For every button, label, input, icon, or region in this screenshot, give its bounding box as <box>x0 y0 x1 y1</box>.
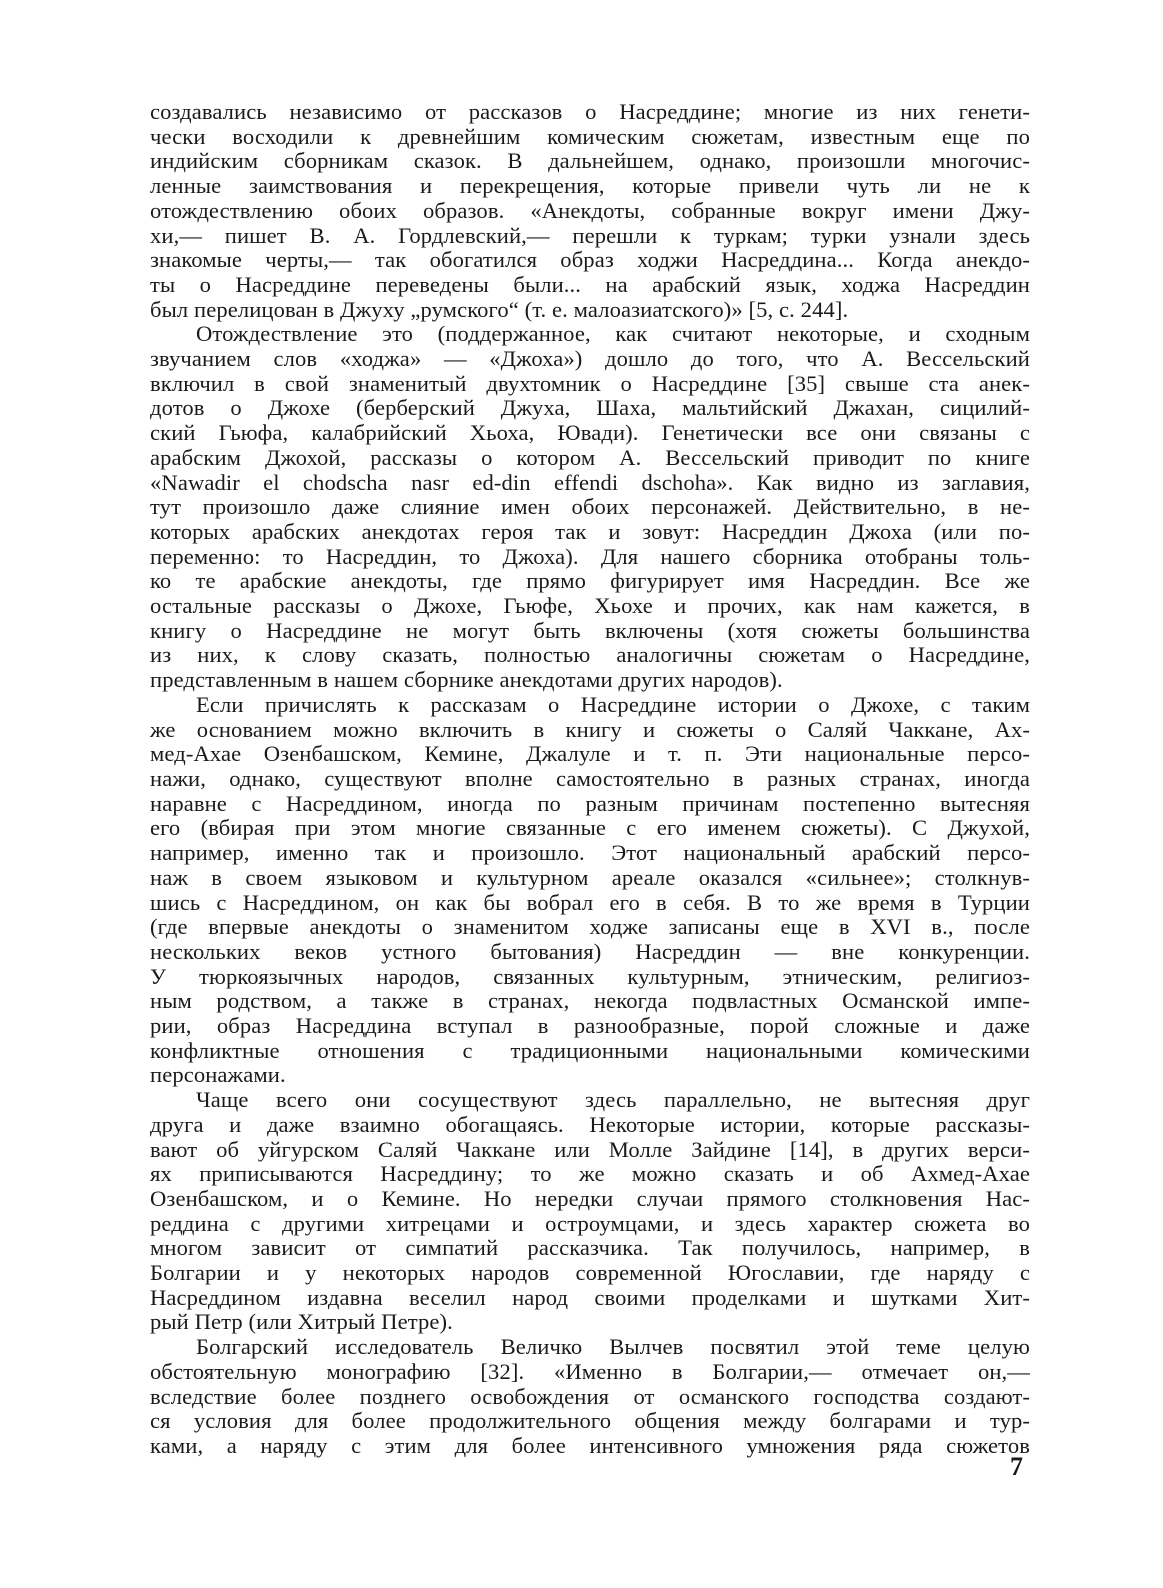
text-line: переменно: то Насреддин, то Джоха). Для нашего сборника отобраны толь- <box>150 543 1030 569</box>
text-line: чески восходили к древнейшим комическим сюжетам, известным еще по <box>150 123 1030 149</box>
text-line: ленные заимствования и перекрещения, которые привели чуть ли не к <box>150 173 1030 199</box>
text-line: его (вбирая при этом многие связанные с его именем сюжеты). С Джухой, <box>150 815 1030 841</box>
text-line: отождествлению обоих образов. «Анекдоты, собранные вокруг имени Джу- <box>150 197 1030 223</box>
text-line: Насреддином издавна веселил народ своими проделками и шутками Хит- <box>150 1284 1030 1310</box>
text-line: вследствие более позднего освобождения от османского господства создают- <box>150 1383 1030 1409</box>
text-line: книгу о Насреддине не могут быть включены (хотя сюжеты большинства <box>150 617 1030 643</box>
text-line: многом зависит от симпатий рассказчика. Так получилось, например, в <box>150 1235 1030 1261</box>
paragraph-2 <box>150 322 1030 693</box>
paragraph-4 <box>150 1088 1030 1335</box>
text-line: ками, а наряду с этим для более интенсивного умножения ряда сюжетов <box>150 1432 1030 1458</box>
text-line: звучанием слов «ходжа» — «Джоха») дошло до того, что А. Вессельский <box>150 346 1030 372</box>
text-line: хи,— пишет В. А. Гордлевский,— перешли к туркам; турки узнали здесь <box>150 222 1030 248</box>
paragraph-3 <box>150 693 1030 1088</box>
paragraph-1 <box>150 100 1030 322</box>
text-line: представленным в нашем сборнике анекдотами других народов). <box>150 667 783 693</box>
text-line: ты о Насреддине переведены были... на арабский язык, ходжа Насреддин <box>150 271 1030 297</box>
text-line: обстоятельную монографию [32]. «Именно в Болгарии,— отмечает он,— <box>150 1358 1030 1384</box>
page-body <box>150 100 1030 1459</box>
text-line: которых арабских анекдотах героя так и зовут: Насреддин Джоха (или по- <box>150 518 1030 544</box>
text-line: Отождествление это (поддержанное, как считают некоторые, и сходным <box>196 321 1030 347</box>
text-line: реддина с другими хитрецами и остроумцами, и здесь характер сюжета во <box>150 1210 1030 1236</box>
text-line: был перелицован в Джуху „румского“ (т. е. малоазиатского)» [5, с. 244]. <box>150 296 849 322</box>
text-line: «Nawadir el chodscha nasr ed-din effendi dschoha». Как видно из заглавия, <box>150 469 1030 495</box>
text-line: знакомые черты,— так обогатился образ ходжи Насреддина... Когда анекдо- <box>150 247 1030 273</box>
text-line: создавались независимо от рассказов о Насреддине; многие из них генети- <box>150 99 1030 124</box>
text-line: У тюркоязычных народов, связанных культурным, этническим, религиоз- <box>150 963 1030 989</box>
text-line: Болгарии и у некоторых народов современной Югославии, где наряду с <box>150 1260 1030 1286</box>
text-line: ях приписываются Насреддину; то же можно сказать и об Ахмед-Ахае <box>150 1161 1030 1187</box>
text-line: тут произошло даже слияние имен обоих персонажей. Действительно, в не- <box>150 494 1030 520</box>
text-line: ский Гьюфа, калабрийский Хьоха, Ювади). Генетически все они связаны с <box>150 420 1030 446</box>
page-number: 7 <box>1010 1452 1023 1481</box>
text-line: арабским Джохой, рассказы о котором А. Вессельский приводит по книге <box>150 444 1030 470</box>
text-line: шись с Насреддином, он как бы вобрал его в себя. В то же время в Турции <box>150 889 1030 915</box>
text-line: персонажами. <box>150 1062 286 1088</box>
text-line: например, именно так и произошло. Этот национальный арабский персо- <box>150 840 1030 866</box>
text-line: Болгарский исследователь Величко Вылчев посвятил этой теме целую <box>196 1334 1030 1360</box>
paragraph-5 <box>150 1335 1030 1459</box>
text-line: нескольких веков устного бытования) Насреддин — вне конкуренции. <box>150 938 1030 964</box>
text-line: из них, к слову сказать, полностью аналогичны сюжетам о Насреддине, <box>150 642 1030 668</box>
text-line: друга и даже взаимно обогащаясь. Некоторые истории, которые рассказы- <box>150 1111 1030 1137</box>
text-line: Озенбашском, и о Кемине. Но нередки случаи прямого столкновения Нас- <box>150 1185 1030 1211</box>
text-line: нажи, однако, существуют вполне самостоятельно в разных странах, иногда <box>150 765 1030 791</box>
text-line: конфликтные отношения с традиционными национальными комическими <box>150 1037 1030 1063</box>
text-line: вают об уйгурском Саляй Чаккане или Молле Зайдине [14], в других верси- <box>150 1136 1030 1162</box>
text-line: Если причислять к рассказам о Насреддине истории о Джохе, с таким <box>196 691 1030 717</box>
text-line: ным родством, а также в странах, некогда подвластных Османской импе- <box>150 988 1030 1014</box>
text-line: ся условия для более продолжительного общения между болгарами и тур- <box>150 1408 1030 1434</box>
text-line: наравне с Насреддином, иногда по разным причинам постепенно вытесняя <box>150 790 1030 816</box>
text-line: рии, образ Насреддина вступал в разнообразные, порой сложные и даже <box>150 1013 1030 1039</box>
text-line: Чаще всего они сосуществуют здесь параллельно, не вытесняя друг <box>196 1087 1030 1113</box>
text-line: ко те арабские анекдоты, где прямо фигурирует имя Насреддин. Все же <box>150 568 1030 594</box>
text-line: остальные рассказы о Джохе, Гьюфе, Хьохе и прочих, как нам кажется, в <box>150 593 1030 619</box>
text-line: индийским сборникам сказок. В дальнейшем, однако, произошли многочис- <box>150 148 1030 174</box>
text-line: мед-Ахае Озенбашском, Кемине, Джалуле и т. п. Эти национальные персо- <box>150 741 1030 767</box>
text-line: рый Петр (или Хитрый Петре). <box>150 1309 453 1335</box>
text-line: наж в своем языковом и культурном ареале оказался «сильнее»; столкнув- <box>150 864 1030 890</box>
text-line: (где впервые анекдоты о знаменитом ходже записаны еще в XVI в., после <box>150 914 1030 940</box>
text-line: включил в свой знаменитый двухтомник о Насреддине [35] свыше ста анек- <box>150 370 1030 396</box>
text-line: же основанием можно включить в книгу и сюжеты о Саляй Чаккане, Ах- <box>150 716 1030 742</box>
text-line: дотов о Джохе (берберский Джуха, Шаха, мальтийский Джахан, сицилий- <box>150 395 1030 421</box>
